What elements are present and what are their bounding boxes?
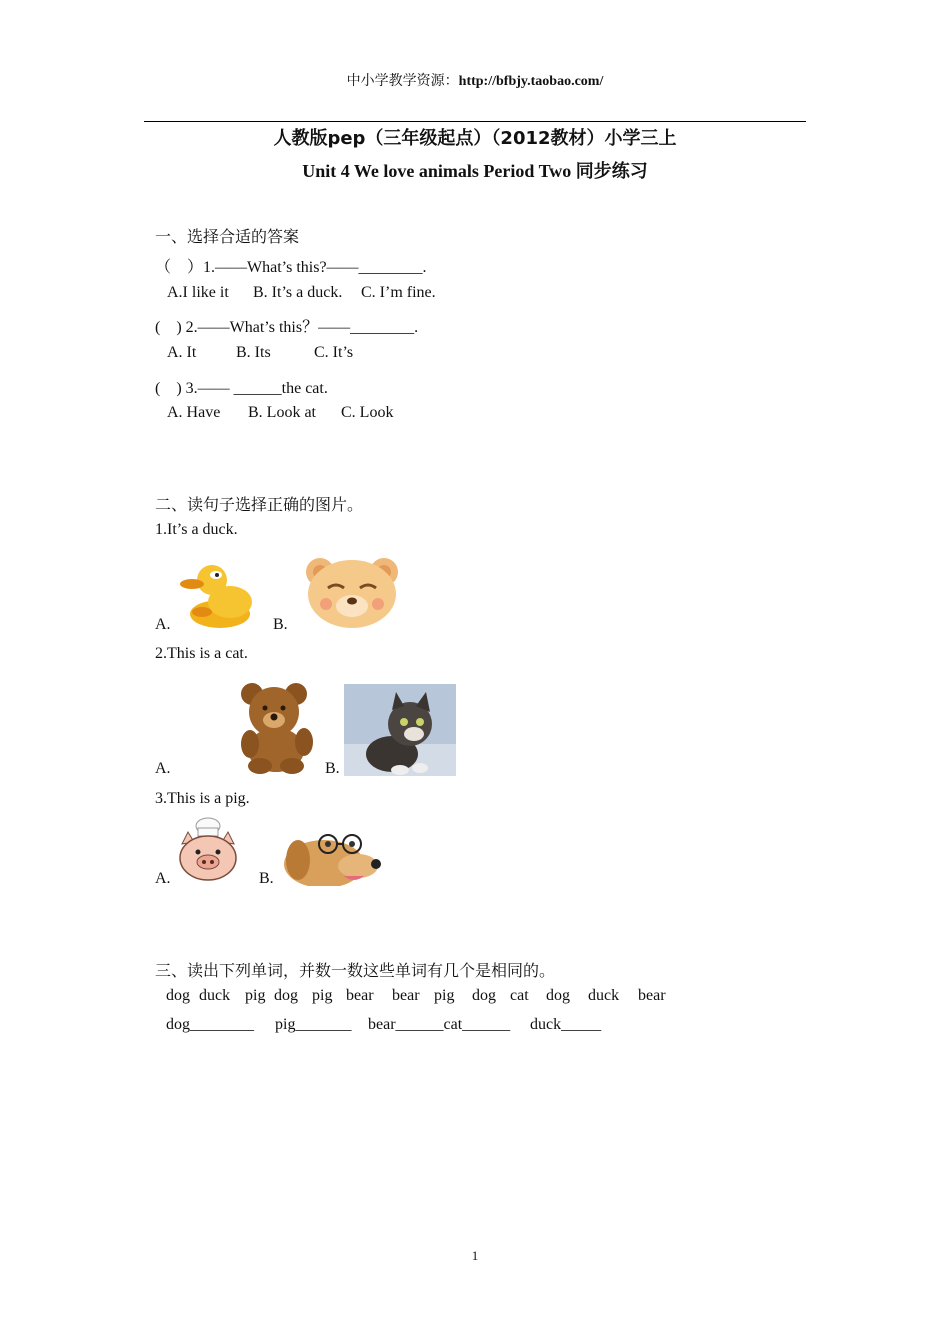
q3-stem: ( ) 3.—— ______the cat. [155,380,328,397]
s2-q3-label-a: A. [155,870,171,887]
q3-option-c: C. Look [341,404,394,421]
page-number: 1 [471,1248,479,1263]
word: dog [472,987,496,1004]
pig-chef-icon [174,816,244,886]
q2-stem: ( ) 2.——What’s this？——________. [155,319,419,336]
s2-q2-sentence: 2.This is a cat. [155,645,248,662]
page-title: 人教版pep（三年级起点）（2012教材）小学三上 [273,128,677,149]
s2-q1-sentence: 1.It’s a duck. [155,521,238,538]
page-subtitle: Unit 4 We love animals Period Two 同步练习 [302,161,648,181]
section2-heading: 二、读句子选择正确的图片。 [155,495,364,514]
word: dog [166,987,190,1004]
q2-option-c: C. It’s [314,344,354,361]
blank-bear-cat[interactable]: bear______cat______ [368,1016,511,1033]
page-header [0,70,950,90]
word: bear [392,987,420,1004]
blank-duck[interactable]: duck_____ [530,1016,602,1033]
header-rule [144,121,806,122]
word: duck [588,987,620,1004]
dog-glasses-icon [278,826,382,886]
q2-option-a: A. It [167,344,197,361]
blank-dog[interactable]: dog________ [166,1016,254,1033]
s2-q2-label-b: B. [325,760,340,777]
section1-heading: 一、选择合适的答案 [155,227,300,246]
s2-q3-sentence: 3.This is a pig. [155,790,250,807]
s2-q1-label-a: A. [155,616,171,633]
q3-option-b: B. Look at [248,404,316,421]
word: duck [199,987,231,1004]
bear-face-icon [298,548,406,632]
teddy-bear-icon [230,680,326,775]
section3-heading: 三、读出下列单词，并数一数这些单词有几个是相同的。 [155,961,556,980]
s2-q3-label-b: B. [259,870,274,887]
kitten-icon [344,684,456,776]
s2-q2-label-a: A. [155,760,171,777]
q1-stem: （ ）1.——What’s this?——________. [155,259,427,276]
q2-option-b: B. Its [236,344,271,361]
blank-pig[interactable]: pig_______ [275,1016,352,1033]
s2-q1-label-b: B. [273,616,288,633]
word: pig [245,987,266,1004]
word: bear [638,987,666,1004]
header-url[interactable]: http://bfbjy.taobao.com/ [458,74,604,89]
word: bear [346,987,374,1004]
duck-icon [178,562,258,632]
header-label: 中小学教学资源： [346,74,459,89]
q1-option-a: A.I like it [167,284,229,301]
word: dog [274,987,298,1004]
q1-option-b: B. It’s a duck. [253,284,343,301]
word: cat [510,987,529,1004]
word: pig [434,987,455,1004]
word: dog [546,987,570,1004]
q3-option-a: A. Have [167,404,221,421]
word: pig [312,987,333,1004]
q1-option-c: C. I’m fine. [361,284,436,301]
